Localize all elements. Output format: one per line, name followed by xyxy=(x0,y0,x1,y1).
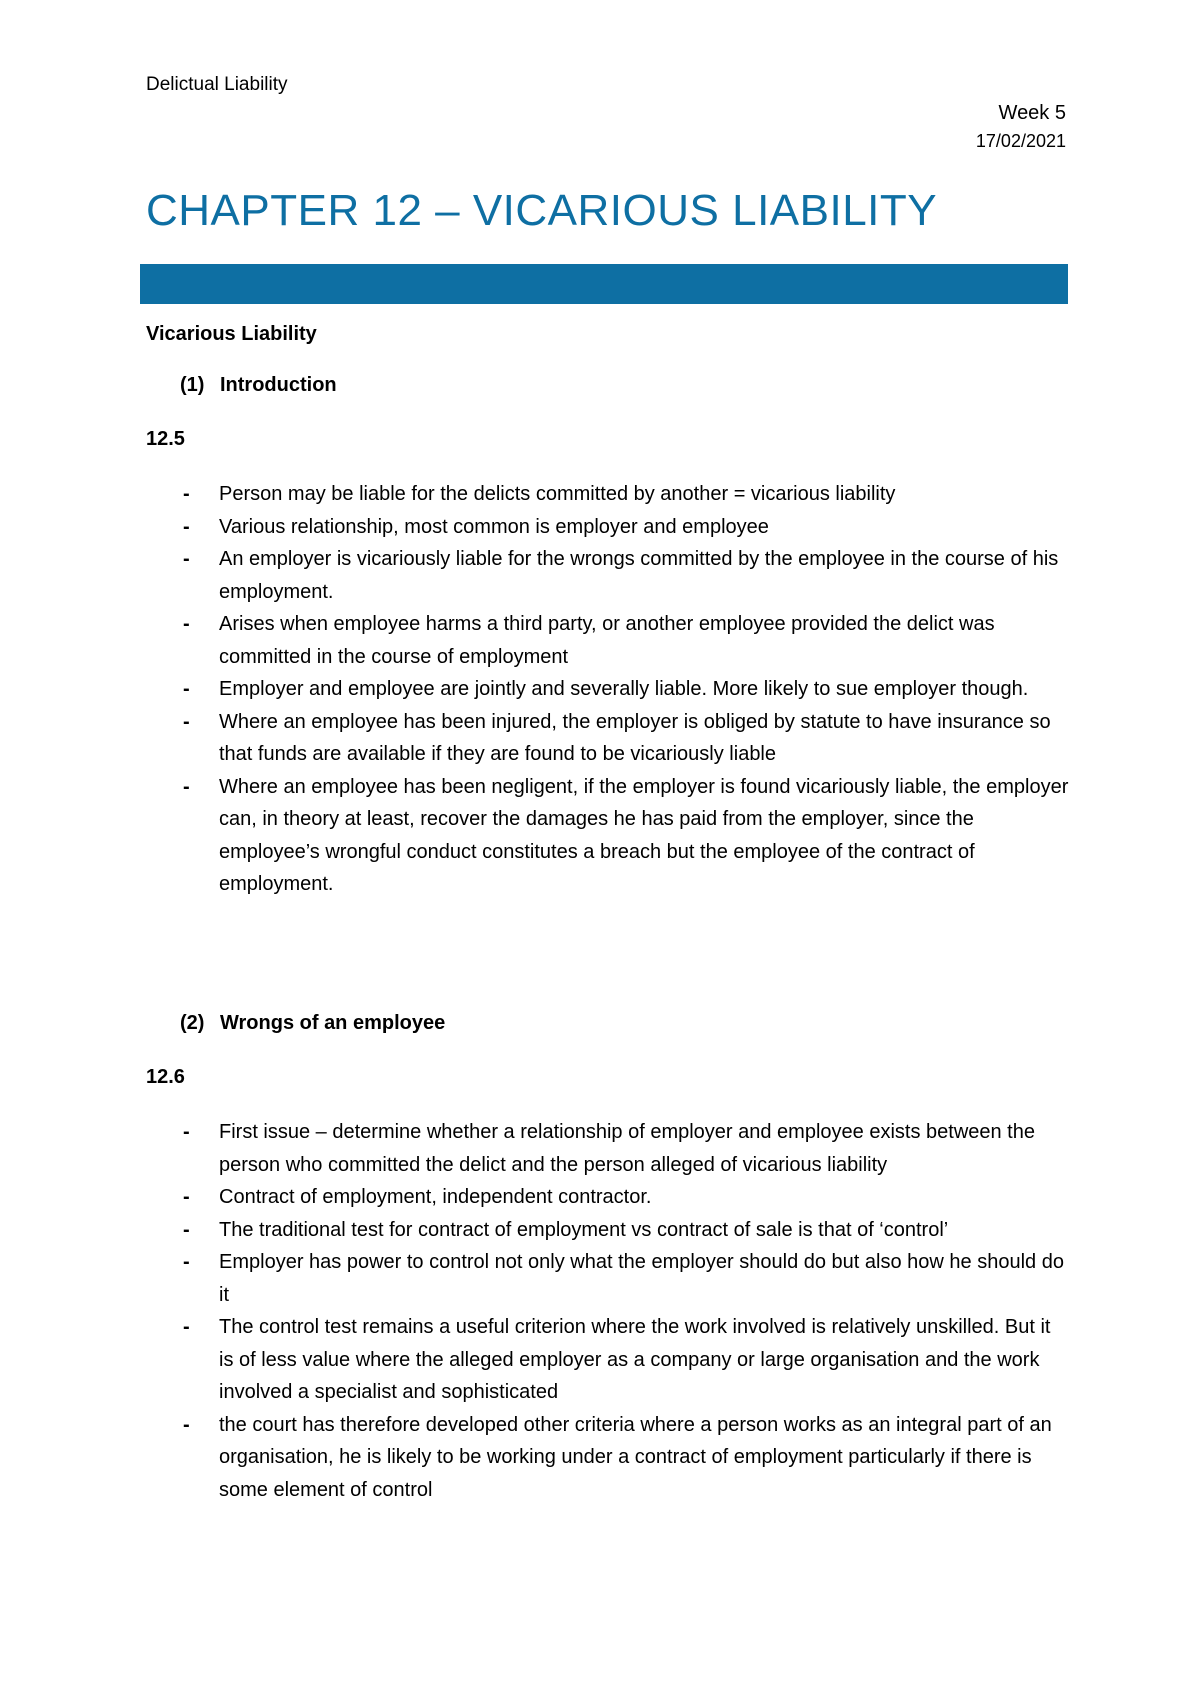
bullet-marker: - xyxy=(183,1316,190,1338)
bullet-marker: - xyxy=(183,775,190,798)
running-header: Delictual Liability xyxy=(146,74,288,95)
list-item-text: The traditional test for contract of employment vs contract of sale is that of ‘control’ xyxy=(219,1218,949,1241)
list-item-text: Employer has power to control not only what the employer should do but also how he should do it xyxy=(219,1251,1064,1306)
list-item xyxy=(180,1246,1070,1311)
list-item xyxy=(180,511,1070,544)
list-item xyxy=(180,706,1070,771)
bullet-list-wrongs xyxy=(180,1116,1070,1506)
subheading-title: Wrongs of an employee xyxy=(220,1012,446,1034)
bullet-marker: - xyxy=(183,1218,190,1241)
week-label: Week 5 xyxy=(998,102,1066,124)
list-item xyxy=(180,1116,1070,1181)
bullet-marker: - xyxy=(183,678,190,700)
bullet-marker: - xyxy=(183,1413,190,1436)
list-item xyxy=(180,1214,1070,1247)
bullet-marker: - xyxy=(183,483,190,505)
title-accent-bar xyxy=(140,264,1068,304)
list-item-text: Employer and employee are jointly and severally liable. More likely to sue employer though. xyxy=(219,678,1029,700)
list-item-text: First issue – determine whether a relationship of employer and employee exists between the person who committed the delict and the person alleged of vicarious liability xyxy=(219,1121,1035,1176)
list-item xyxy=(180,771,1070,901)
list-item-text: Contract of employment, independent contractor. xyxy=(219,1186,652,1208)
bullet-marker: - xyxy=(183,548,190,570)
list-item xyxy=(180,1311,1070,1409)
bullet-marker: - xyxy=(183,515,190,538)
subheading-number: (2) xyxy=(180,1012,205,1034)
section-heading: Vicarious Liability xyxy=(146,323,317,345)
date-label: 17/02/2021 xyxy=(975,131,1066,151)
list-item xyxy=(180,673,1070,706)
list-item xyxy=(180,1409,1070,1507)
list-item-text: Various relationship, most common is employer and employee xyxy=(219,515,769,538)
list-item-text: An employer is vicariously liable for the wrongs committed by the employee in the course of his employment. xyxy=(219,548,1059,603)
list-item xyxy=(180,1181,1070,1214)
list-item-text: Where an employee has been injured, the employer is obliged by statute to have insurance so that funds are available if they are found to be vicariously liable xyxy=(219,710,1051,765)
list-item-text: Arises when employee harms a third party, or another employee provided the delict was committed in the course of employment xyxy=(219,613,995,668)
list-item-text: Where an employee has been negligent, if the employer is found vicariously liable, the employer can, in theory at least, recover the damages he has paid from the employer, since the employee’s wrongful conduct constitutes a breach but the employee of the contract of employment. xyxy=(219,775,1069,895)
bullet-marker: - xyxy=(183,613,190,635)
bullet-marker: - xyxy=(183,1121,190,1143)
chapter-title: CHAPTER 12 – VICARIOUS LIABILITY xyxy=(146,186,938,235)
paragraph-number: 12.5 xyxy=(146,428,185,450)
subheading-title: Introduction xyxy=(220,374,337,396)
paragraph-number: 12.6 xyxy=(146,1066,185,1088)
bullet-marker: - xyxy=(183,710,190,733)
bullet-list-introduction xyxy=(180,478,1070,901)
subheading-wrongs-of-employee xyxy=(180,1012,445,1035)
list-item-text: the court has therefore developed other criteria where a person works as an integral part of an organisation, he is likely to be working under a contract of employment particularly if there is some element of control xyxy=(219,1413,1052,1501)
list-item xyxy=(180,478,1070,511)
list-item xyxy=(180,543,1070,608)
bullet-marker: - xyxy=(183,1186,190,1208)
list-item xyxy=(180,608,1070,673)
list-item-text: Person may be liable for the delicts committed by another = vicarious liability xyxy=(219,483,896,505)
subheading-introduction xyxy=(180,374,337,397)
bullet-marker: - xyxy=(183,1251,190,1273)
subheading-number: (1) xyxy=(180,374,205,396)
list-item-text: The control test remains a useful criterion where the work involved is relatively unskilled. But it is of less value where the alleged employer as a company or large organisation and the work involved a specialist and sophisticated xyxy=(219,1316,1051,1403)
